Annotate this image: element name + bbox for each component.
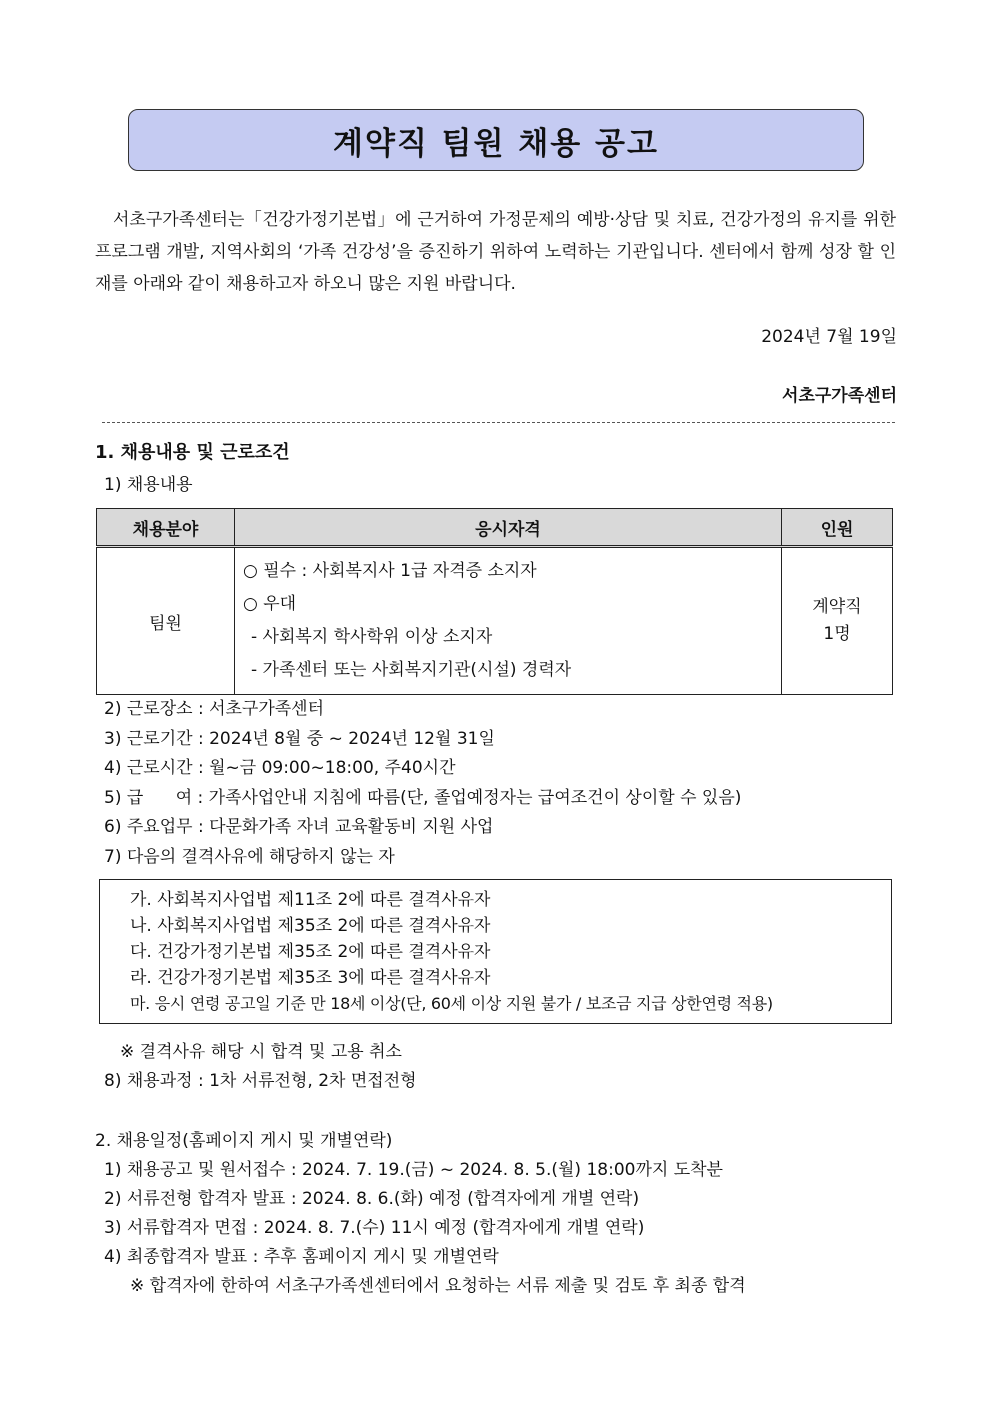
count-type: 계약직	[812, 597, 862, 617]
dashed-divider	[102, 422, 895, 423]
disqualification-item: 다. 건강가정기본법 제35조 2에 따른 결격사유자	[130, 942, 491, 962]
disqualification-note: ※ 결격사유 해당 시 합격 및 고용 취소	[120, 1042, 402, 1062]
qualification-preferred-degree: - 사회복지 학사학위 이상 소지자	[251, 627, 493, 647]
qualifications-cell	[235, 547, 782, 695]
table-header-count: 인원	[782, 509, 893, 547]
work-period: 3) 근로기간 : 2024년 8월 중 ~ 2024년 12월 31일	[104, 729, 495, 749]
field-cell: 팀원	[97, 547, 235, 695]
table-row	[97, 547, 893, 695]
disqualification-intro: 7) 다음의 결격사유에 해당하지 않는 자	[104, 847, 395, 867]
final-note: ※ 합격자에 한하여 서초구가족센센터에서 요청하는 서류 제출 및 검토 후 최종 합격	[130, 1276, 746, 1296]
section2-heading: 2. 채용일정(홈페이지 게시 및 개별연락)	[95, 1131, 393, 1151]
disqualification-item: 라. 건강가정기본법 제35조 3에 따른 결격사유자	[130, 968, 491, 988]
disqualification-item: 마. 응시 연령 공고일 기준 만 18세 이상(단, 60세 이상 지원 불가 / 보조금 지급 상한연령 적용)	[130, 994, 773, 1013]
recruitment-table	[96, 508, 893, 695]
schedule-item: 2) 서류전형 합격자 발표 : 2024. 8. 6.(화) 예정 (합격자에게 개별 연락)	[104, 1189, 640, 1209]
organization-name: 서초구가족센터	[782, 386, 897, 406]
table-header-field: 채용분야	[97, 509, 235, 547]
intro-paragraph	[95, 204, 896, 300]
work-hours: 4) 근로시간 : 월~금 09:00~18:00, 주40시간	[104, 758, 456, 778]
qualification-preferred: ○ 우대	[243, 594, 297, 614]
qualification-preferred-experience: - 가족센터 또는 사회복지기관(시설) 경력자	[251, 660, 572, 680]
hiring-process: 8) 채용과정 : 1차 서류전형, 2차 면접전형	[104, 1071, 417, 1091]
page-title: 계약직 팀원 채용 공고	[128, 109, 864, 171]
work-location: 2) 근로장소 : 서초구가족센터	[104, 699, 325, 719]
schedule-item: 3) 서류합격자 면접 : 2024. 8. 7.(수) 11시 예정 (합격자에게 개별 연락)	[104, 1218, 645, 1238]
disqualification-box	[99, 879, 892, 1024]
schedule-item: 1) 채용공고 및 원서접수 : 2024. 7. 19.(금) ~ 2024. 8. 5.(월) 18:00까지 도착분	[104, 1160, 723, 1180]
count-number: 1명	[823, 624, 851, 644]
disqualification-item: 가. 사회복지사업법 제11조 2에 따른 결격사유자	[130, 890, 491, 910]
count-cell	[782, 547, 893, 695]
disqualification-item: 나. 사회복지사업법 제35조 2에 따른 결격사유자	[130, 916, 491, 936]
section1-heading: 1. 채용내용 및 근로조건	[95, 442, 290, 463]
schedule-item: 4) 최종합격자 발표 : 추후 홈페이지 게시 및 개별연락	[104, 1247, 499, 1267]
table-header-qualifications: 응시자격	[235, 509, 782, 547]
section1-sub1: 1) 채용내용	[104, 475, 193, 495]
qualification-required: ○ 필수 : 사회복지사 1급 자격증 소지자	[243, 561, 537, 581]
intro-text: 서초구가족센터는「건강가정기본법」에 근거하여 가정문제의 예방·상담 및 치료, 건강가정의 유지를 위한 프로그램 개발, 지역사회의 ‘가족 건강성’을 증진하기 위하여 노력하는 기관입니다. 센터에서 함께 성장 할 인재를 아래와 같이 채용하고자 하오니 많은 지원 바랍니다.	[95, 210, 896, 294]
main-duties: 6) 주요업무 : 다문화가족 자녀 교육활동비 지원 사업	[104, 817, 494, 837]
announcement-date: 2024년 7월 19일	[761, 327, 897, 347]
salary: 5) 급 여 : 가족사업안내 지침에 따름(단, 졸업예정자는 급여조건이 상이할 수 있음)	[104, 788, 742, 808]
